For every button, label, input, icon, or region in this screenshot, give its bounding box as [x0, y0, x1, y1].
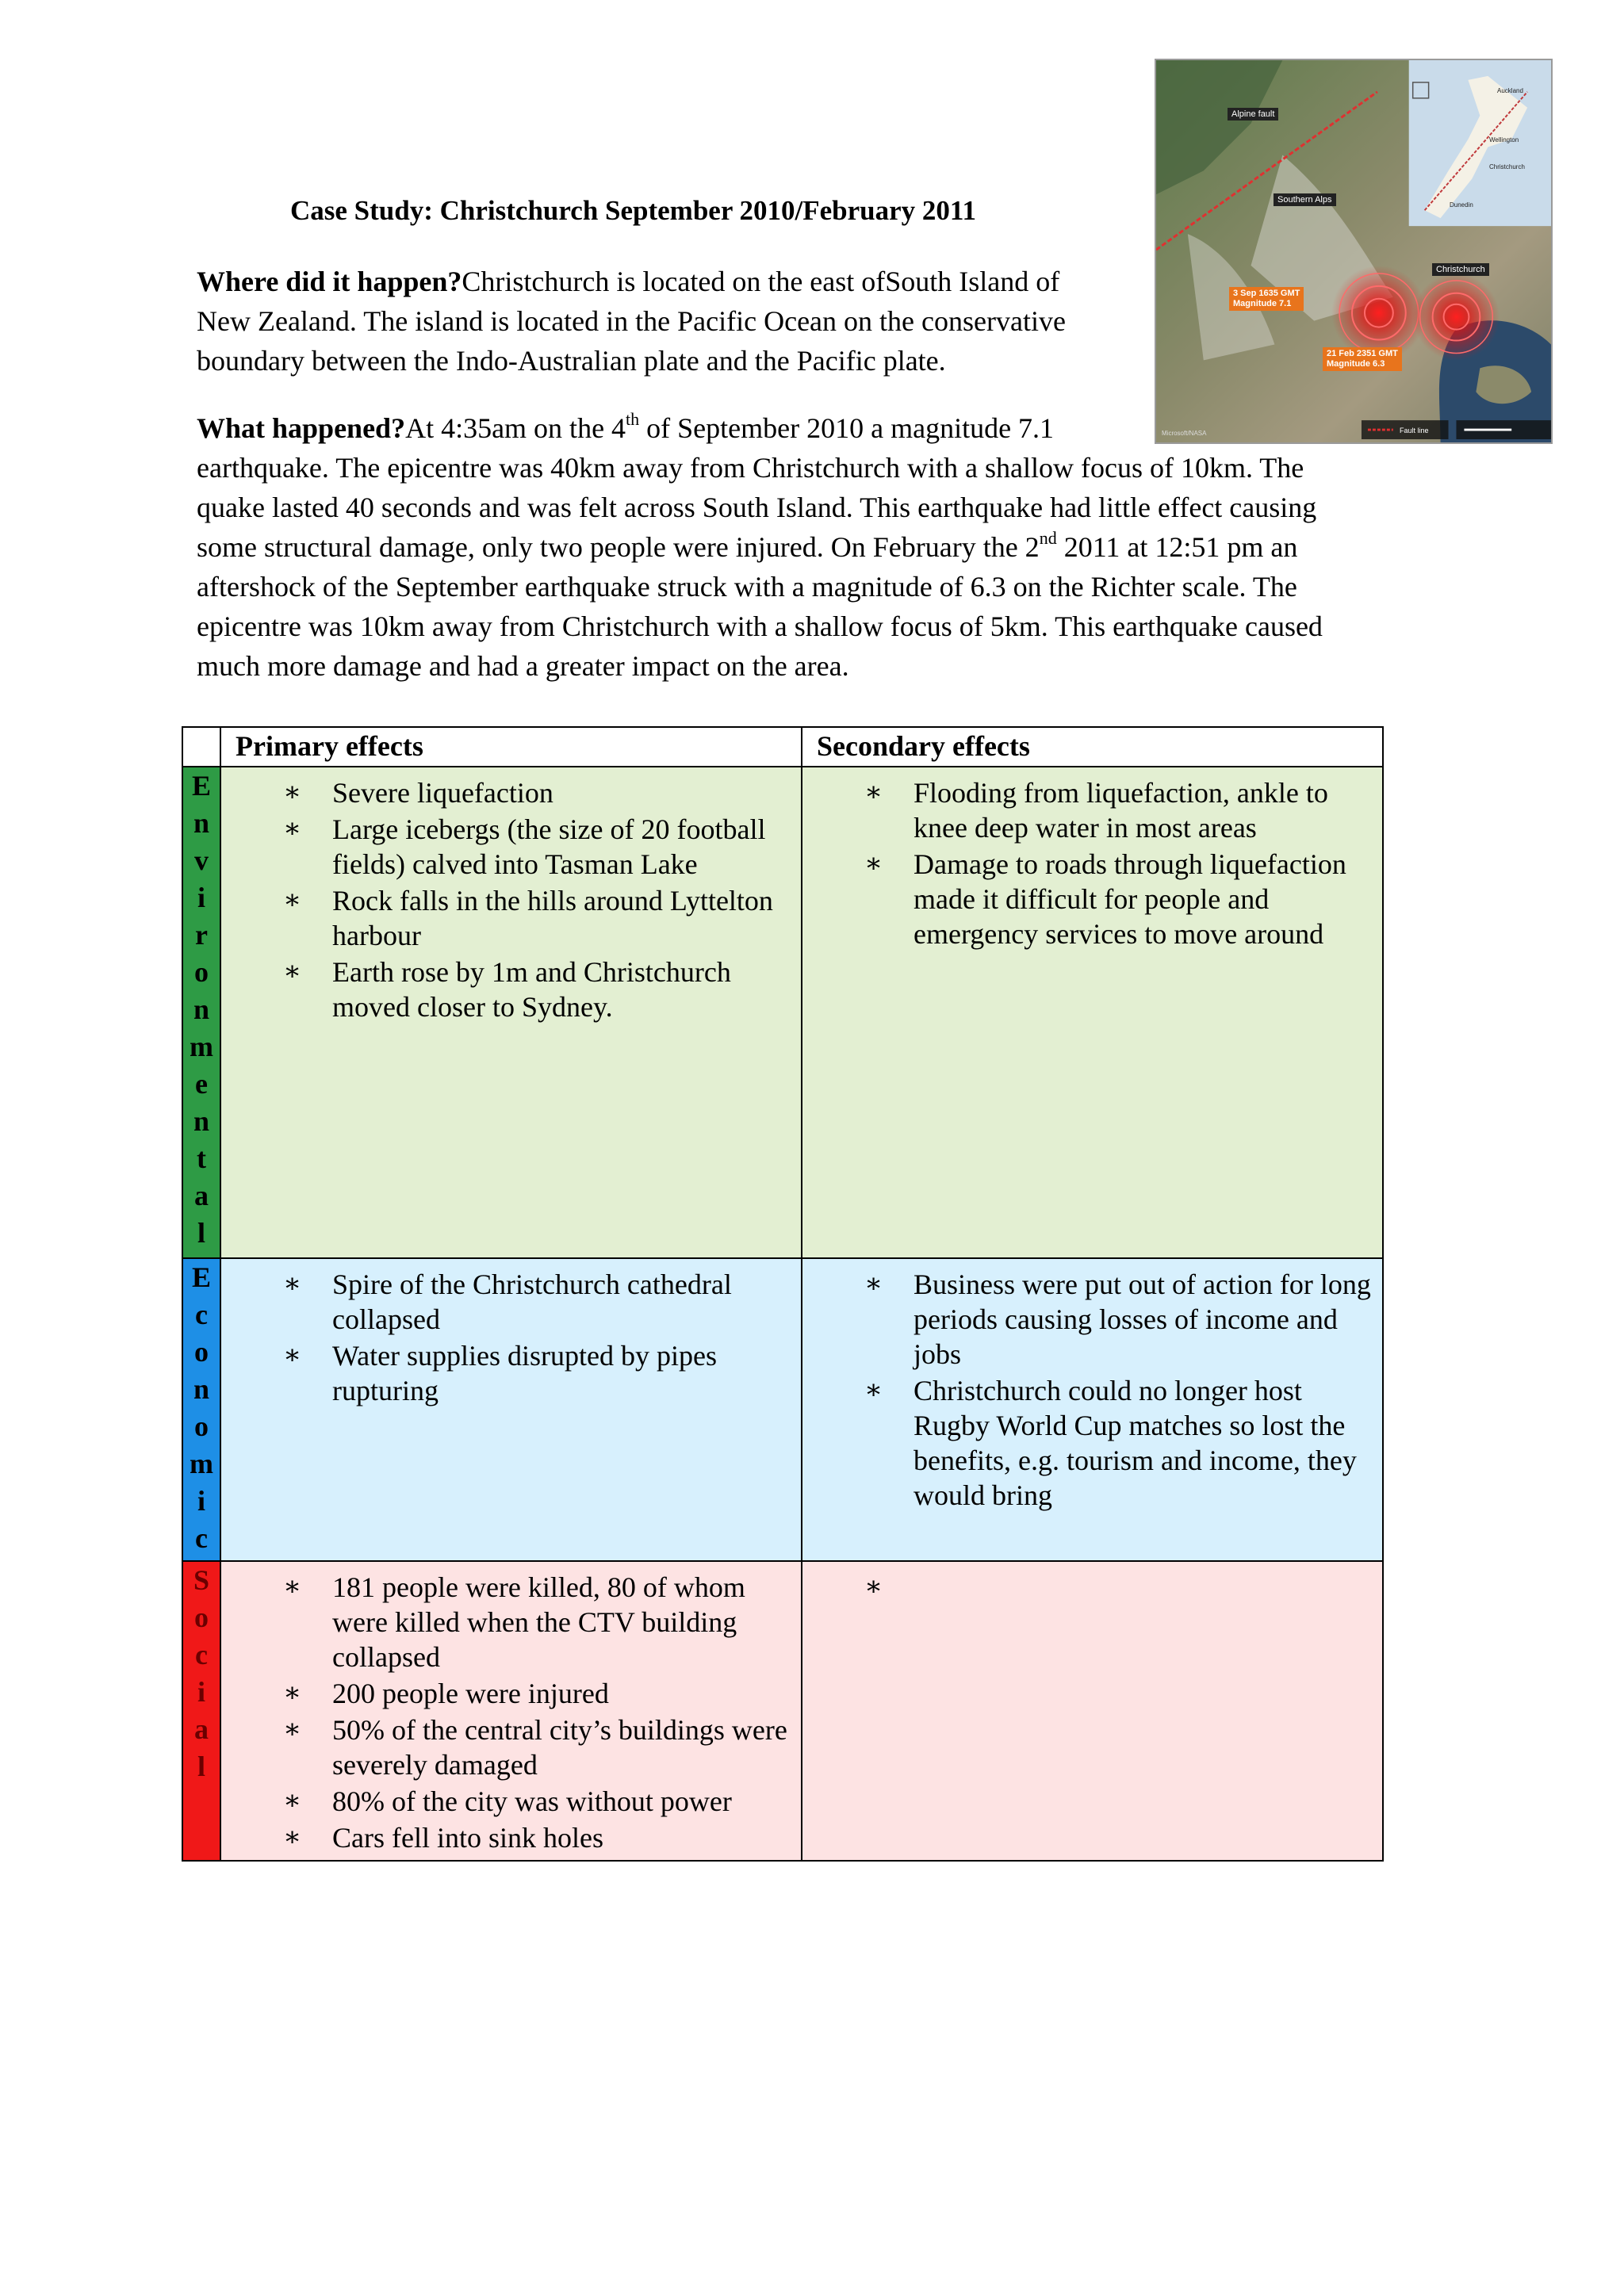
list-item-text: 200 people were injured: [332, 1678, 609, 1709]
header-corner-cell: [182, 727, 220, 767]
social-label: [182, 1561, 220, 1861]
category-letter: o: [194, 1336, 209, 1368]
social-row: [182, 1561, 1383, 1861]
bullet-asterisk-icon: ∗: [864, 849, 883, 878]
list-item-text: 50% of the central city’s buildings were severely damaged: [332, 1714, 787, 1781]
category-letter: n: [193, 807, 210, 839]
where-label: Where did it happen?: [197, 266, 462, 297]
bullet-asterisk-icon: ∗: [864, 1269, 883, 1299]
category-letter: n: [193, 993, 210, 1025]
category-letter: i: [197, 1676, 205, 1708]
what-line-5: aftershock of the September earthquake struck with a magnitude of 6.3 on the Richter scale. The: [197, 571, 1297, 603]
bullet-asterisk-icon: ∗: [283, 1269, 302, 1299]
what-line-6: epicentre was 10km away from Christchurch with a shallow focus of 5km. This earthquake caused: [197, 610, 1323, 642]
category-letter: E: [191, 1261, 211, 1293]
event-2-date: 21 Feb 2351 GMT: [1327, 349, 1398, 358]
list-item: [221, 775, 793, 810]
inset-label-dunedin: Dunedin: [1450, 201, 1473, 209]
list-item-text: Christchurch could no longer host Rugby World Cup matches so lost the benefits, e.g. tourism and income, they would bring: [914, 1375, 1357, 1511]
environmental-label: [182, 767, 220, 1258]
list-item: [802, 775, 1374, 845]
inset-label-christchurch: Christchurch: [1489, 163, 1525, 170]
bullet-asterisk-icon: ∗: [283, 1572, 302, 1601]
list-item: [221, 1267, 793, 1337]
bullet-asterisk-icon: ∗: [283, 814, 302, 844]
category-letter: o: [194, 1601, 209, 1633]
category-letter: i: [197, 882, 205, 913]
list-item: [802, 1373, 1374, 1513]
economic-row: [182, 1258, 1383, 1561]
list-item-text: Rock falls in the hills around Lyttelton harbour: [332, 885, 773, 951]
category-letter: m: [190, 1448, 213, 1479]
what-line-3: quake lasted 40 seconds and was felt across South Island. This earthquake had little effect causing: [197, 492, 1317, 523]
bullet-asterisk-icon: ∗: [864, 778, 883, 807]
list-item: [221, 883, 793, 953]
list-item-text: Water supplies disrupted by pipes rupturing: [332, 1340, 718, 1406]
map-label-event-1: [1229, 287, 1304, 311]
where-line-2: New Zealand. The island is located in the Pacific Ocean on the conservative: [197, 305, 1066, 337]
list-item: [802, 1267, 1374, 1372]
what-line-2: earthquake. The epicentre was 40km away from Christchurch with a shallow focus of 10km. The: [197, 452, 1304, 484]
category-letter: n: [193, 1373, 210, 1405]
what-line-1b: of September 2010 a magnitude 7.1: [639, 412, 1055, 444]
category-letter: m: [190, 1031, 213, 1062]
category-letter: a: [194, 1713, 209, 1745]
event-2-magnitude: Magnitude 6.3: [1327, 359, 1385, 369]
map-graphic: [1156, 60, 1551, 442]
what-line-4-sup: nd: [1039, 528, 1057, 548]
what-line-7: much more damage and had a greater impact on the area.: [197, 650, 849, 682]
secondary-effects-header: Secondary effects: [802, 727, 1383, 767]
category-letter: r: [195, 919, 208, 951]
category-letter: t: [197, 1142, 206, 1174]
economic-primary-cell: [220, 1258, 802, 1561]
list-item-text: Large icebergs (the size of 20 football fields) calved into Tasman Lake: [332, 813, 766, 880]
where-paragraph: [197, 262, 1066, 381]
category-letter: S: [193, 1564, 210, 1596]
category-letter: c: [195, 1522, 208, 1554]
category-letter: v: [194, 844, 209, 876]
bullet-asterisk-icon: ∗: [283, 778, 302, 807]
list-item-text: Damage to roads through liquefaction made it difficult for people and emergency services to move around: [914, 848, 1346, 950]
list-item-text: 80% of the city was without power: [332, 1785, 732, 1817]
category-letter: o: [194, 1410, 209, 1442]
economic-label: [182, 1258, 220, 1561]
what-line-1a: At 4:35am on the 4: [405, 412, 626, 444]
inset-label-auckland: Auckland: [1497, 87, 1523, 94]
category-letter: e: [195, 1068, 208, 1100]
social-secondary-cell: [802, 1561, 1383, 1861]
category-letter: o: [194, 956, 209, 988]
what-label: What happened?: [197, 412, 406, 444]
bullet-asterisk-icon: ∗: [283, 957, 302, 986]
category-letter: E: [191, 770, 211, 802]
category-letter: c: [195, 1639, 208, 1670]
earthquake-map: [1155, 59, 1553, 444]
event-1-date: 3 Sep 1635 GMT: [1233, 289, 1300, 298]
list-item-text: Severe liquefaction: [332, 777, 553, 809]
effects-table: [182, 726, 1384, 1862]
environmental-row: [182, 767, 1383, 1258]
bullet-asterisk-icon: ∗: [283, 1786, 302, 1816]
what-line-4b: 2011 at 12:51 pm an: [1056, 531, 1298, 563]
environmental-primary-cell: [220, 767, 802, 1258]
what-paragraph: [197, 408, 1323, 686]
list-item-text: Business were put out of action for long periods causing losses of income and jobs: [914, 1269, 1371, 1370]
list-item: [221, 955, 793, 1024]
list-item: [802, 847, 1374, 951]
list-item: [221, 1784, 793, 1819]
event-1-magnitude: Magnitude 7.1: [1233, 299, 1292, 308]
list-item-text: Flooding from liquefaction, ankle to knee deep water in most areas: [914, 777, 1328, 844]
map-label-christchurch: Christchurch: [1432, 263, 1489, 276]
list-item-text: Cars fell into sink holes: [332, 1822, 603, 1854]
list-item: [221, 1712, 793, 1782]
category-letter: l: [197, 1751, 205, 1782]
category-letter: a: [194, 1180, 209, 1211]
list-item: [221, 1676, 793, 1711]
page-title: Case Study: Christchurch September 2010/February 2011: [290, 195, 976, 226]
map-legend-fault-line: Fault line: [1400, 427, 1429, 434]
what-line-1-sup: th: [626, 409, 640, 429]
map-label-event-2: [1323, 347, 1402, 371]
list-item: [221, 812, 793, 882]
bullet-asterisk-icon: ∗: [283, 886, 302, 915]
bullet-asterisk-icon: ∗: [864, 1572, 883, 1601]
bullet-asterisk-icon: ∗: [283, 1678, 302, 1708]
bullet-asterisk-icon: ∗: [283, 1715, 302, 1744]
list-item-text: Spire of the Christchurch cathedral collapsed: [332, 1269, 732, 1335]
environmental-secondary-cell: [802, 767, 1383, 1258]
where-line-3: boundary between the Indo-Australian plate and the Pacific plate.: [197, 345, 946, 377]
list-item: [221, 1570, 793, 1674]
table-header-row: [182, 727, 1383, 767]
list-item-text: Earth rose by 1m and Christchurch moved closer to Sydney.: [332, 956, 731, 1023]
where-line-1: Christchurch is located on the east ofSouth Island of: [462, 266, 1060, 297]
what-line-4a: some structural damage, only two people were injured. On February the 2: [197, 531, 1040, 563]
inset-label-wellington: Wellington: [1489, 136, 1519, 144]
bullet-asterisk-icon: ∗: [283, 1823, 302, 1852]
category-letter: i: [197, 1485, 205, 1517]
economic-secondary-cell: [802, 1258, 1383, 1561]
list-item: [221, 1820, 793, 1855]
bullet-asterisk-icon: ∗: [283, 1341, 302, 1370]
list-item: [221, 1338, 793, 1408]
primary-effects-header: Primary effects: [220, 727, 802, 767]
map-label-southern-alps: Southern Alps: [1274, 193, 1336, 206]
list-item-text: 181 people were killed, 80 of whom were killed when the CTV building collapsed: [332, 1571, 745, 1673]
category-letter: l: [197, 1217, 205, 1249]
bullet-asterisk-icon: ∗: [864, 1376, 883, 1405]
social-primary-cell: [220, 1561, 802, 1861]
map-label-alpine-fault: Alpine fault: [1228, 108, 1278, 121]
category-letter: n: [193, 1105, 210, 1137]
map-credit: Microsoft/NASA: [1162, 430, 1207, 437]
category-letter: c: [195, 1299, 208, 1330]
